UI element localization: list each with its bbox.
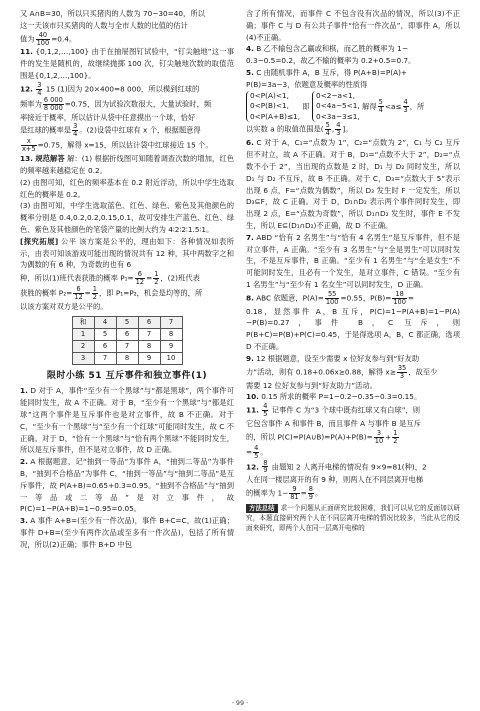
method-summary-tag: 方法总结 bbox=[246, 504, 278, 513]
denominator: 12 bbox=[135, 278, 145, 287]
text: 值为 bbox=[20, 34, 35, 44]
left-top-line-1: 又 A∩B=30，所以只买猪肉的人数为 70−30=40，所以 bbox=[20, 9, 205, 18]
text: ，故至少 bbox=[408, 367, 438, 377]
explore-extension bbox=[20, 236, 234, 271]
table-cell: 7 bbox=[160, 316, 182, 328]
answer-13-part-2: (2) 由图可知，红色的频率基本在 0.2 附近浮动，所以中学生选取红色的概率是 0.2。 bbox=[20, 177, 234, 199]
answer-text: C 对于 A，C₁=“点数为 1”，C₂=“点数为 2”，C₁ 与 C₂ 互斥但不对立，故 A 不正确。对于 B，D₁=“点数不大于 2”，D₂=“点数不小于 2”，当出现的点数是 2 时，D₁ 与 D₂ 同时发生，所以 D₁ 与 D₂ 不互斥，故 B 不正确。对于 C，D₃=“点数大于 5”表示出现 6 点，F=“点数为偶数”，所以 D₃ 发生时 F 一定发生，所以 D₃⊆F，故 C 正确。对于 D，D₁∩D₂ 表示两个事件同时发生，即出现 2 点，E=“点数为奇数”，所以 D₁∩D₂ 发生时，事件 E 不发生，所以 E⊆(D₁∩D₂)不正确，故 D 不正确。 bbox=[246, 138, 460, 230]
table-cell: 6 bbox=[138, 316, 160, 328]
inequality: 0<P(B)<1, bbox=[250, 101, 289, 111]
denominator: 9 bbox=[263, 466, 268, 475]
bracket: ( bbox=[320, 124, 324, 134]
text: 获胜的概率 P₂= bbox=[20, 288, 73, 298]
answer-1 bbox=[20, 385, 234, 456]
text: 是红球的概率是 bbox=[20, 125, 72, 135]
numerator: 3 bbox=[374, 430, 384, 438]
answer-13 bbox=[20, 153, 234, 177]
table-cell: 5 bbox=[94, 328, 116, 340]
answer-2 bbox=[20, 456, 234, 515]
table-row bbox=[72, 352, 182, 364]
denominator: 8 000 bbox=[43, 103, 63, 112]
answer-text: 12 根据题意，设至少需要 x 位好友参与到“好友助 bbox=[256, 353, 420, 363]
answer-11-line-d bbox=[246, 445, 460, 460]
question-number: 5. bbox=[246, 68, 254, 78]
fraction bbox=[253, 445, 259, 460]
answer-4-line-b: 0.3−0.5=0.2，故乙不输的概率为 0.2+0.5=0.7。 bbox=[246, 56, 416, 66]
answer-11-line-b: 它包含事件 A 和事件 B，而且事件 A 与事件 B 是互斥 bbox=[246, 419, 421, 429]
text: 频率为 bbox=[20, 99, 42, 109]
page-number: · 99 · bbox=[231, 699, 249, 707]
table-cell: 8 bbox=[138, 340, 160, 352]
denominator: 3 bbox=[399, 371, 405, 380]
answer-12-right-line-c bbox=[246, 486, 460, 501]
text: <a≤ bbox=[384, 101, 402, 111]
inequality: 0<P(A)<1, bbox=[250, 90, 289, 100]
sum-table bbox=[72, 316, 183, 365]
text: =0.75，解得 x=15，所以估计袋中红球接近 15 个。 bbox=[37, 140, 213, 150]
bracket: ] bbox=[342, 124, 346, 134]
table-row bbox=[72, 328, 182, 340]
text: =0.4。 bbox=[51, 34, 77, 44]
text: ，即 P₁=P₂，机会是均等的，所 bbox=[98, 288, 203, 298]
answer-7 bbox=[246, 232, 460, 291]
fraction bbox=[392, 291, 407, 306]
answer-9-line-b bbox=[246, 365, 460, 380]
denominator: 4 bbox=[325, 129, 330, 138]
answer-4 bbox=[246, 43, 460, 55]
fraction bbox=[403, 99, 409, 114]
numerator: 8 bbox=[263, 458, 268, 467]
denominator: 100 bbox=[36, 38, 50, 47]
denominator: 100 bbox=[325, 297, 339, 306]
section-title: 限时小练 51 互斥事件和独立事件(1) bbox=[46, 370, 208, 381]
fraction bbox=[262, 403, 268, 418]
text: , bbox=[331, 124, 335, 134]
table-cell: 7 bbox=[94, 352, 116, 364]
fraction bbox=[325, 291, 340, 306]
numerator: 4 bbox=[263, 402, 268, 411]
numerator: 1 bbox=[393, 428, 398, 437]
text: = bbox=[300, 488, 307, 498]
answer-5-system bbox=[246, 91, 460, 123]
question-number: 11. bbox=[20, 47, 33, 57]
method-summary bbox=[246, 503, 460, 534]
explore-line-d: 以该方案对双方是公平的。 bbox=[20, 301, 108, 311]
explore-tag: [探究拓展] bbox=[20, 236, 59, 246]
text: + bbox=[385, 432, 392, 442]
text: =0.55，P(B)= bbox=[340, 293, 392, 303]
numerator: x bbox=[21, 138, 37, 146]
answer-5-line-b: P(B)=3a−3，依题意及概率的性质得 bbox=[246, 79, 368, 89]
explore-line-b bbox=[20, 271, 234, 286]
numerator: 35 bbox=[397, 363, 407, 372]
denominator: 5 bbox=[254, 451, 259, 460]
question-number: 10. bbox=[246, 392, 259, 402]
denominator: 4 bbox=[73, 130, 78, 139]
answer-12-line-c: 率接近于概率，所以估计从袋中任意摸出一个球，恰好 bbox=[20, 112, 196, 122]
table-cell: 3 bbox=[72, 352, 94, 364]
fraction bbox=[289, 486, 299, 501]
answer-text: {0,1,2,…,100} 由于在抽屉图钉试验中，“钉尖触地”这一事件的发生是随机的，故继续抛掷 100 次，钉尖触地次数的取值范围是{0,1,2,…,100}。 bbox=[20, 47, 235, 81]
explore-text: 公平 该方案是公平的，理由如下：各种情况如表所示，由表可知该游戏可能出现的情况共有 12 种，其中两数字之和为偶数的有 6 种，为奇数的也有 6 bbox=[20, 236, 234, 270]
fraction bbox=[21, 138, 37, 153]
method-summary-text: 求一个问题从正面研究比较困难，我们可以从它的反面加以研究，本题直接研究两个人在不同层离开电梯的情况比较多，当此从它的反面来研究，即两个人在同一层离开电梯的 bbox=[246, 504, 460, 533]
numerator: 55 bbox=[325, 291, 340, 299]
answer-5 bbox=[246, 67, 460, 79]
numerator: 4 bbox=[336, 121, 341, 130]
table-cell: 2 bbox=[72, 340, 94, 352]
fraction bbox=[378, 99, 384, 114]
question-number: 9. bbox=[246, 353, 254, 363]
numerator: 1 bbox=[154, 270, 159, 279]
question-number: 1. bbox=[20, 386, 28, 396]
answer-text: D 对于 A，事件“至少有一个黑球”与“都是黑球”，两个事件可能同时发生，故 A 不正确。对于 B，“至少有一个黑球”与“都是红球”这两个事件是互斥事件也是对立事件，故 B 不正确。对于 C，“至少有一个黑球”与“至少有一个红球”可能同时发生，故 C 不正确。对于 D，“恰有一个黑球”与“恰有两个黑球”不能同时发生，所以是互斥事件，但不是对立事件，故 D 正确。 bbox=[20, 386, 234, 455]
denominator: 12 bbox=[74, 292, 83, 301]
answer-11 bbox=[20, 46, 234, 81]
inequality-system bbox=[312, 91, 360, 123]
table-cell: 7 bbox=[138, 328, 160, 340]
fraction bbox=[36, 32, 51, 47]
question-number: 3. bbox=[20, 516, 28, 526]
numerator: 9 bbox=[289, 486, 299, 494]
inequality-system bbox=[246, 91, 300, 123]
text: 。 bbox=[260, 447, 268, 457]
right-column bbox=[246, 8, 460, 551]
answer-11-line-c bbox=[246, 430, 460, 445]
denominator: 4 bbox=[378, 106, 383, 115]
left-top-line-2: 这一天该市只买猪肉的人数与全市人数的比值的估计 bbox=[20, 20, 188, 30]
denominator: 4 bbox=[37, 88, 42, 97]
answer-3-continued: 含了所有情况，而事件 C 不包含没有次品的情况，所以(3)不正确；事件 C 与 D 有公共子事件“恰有一件次品”，即事件 A，所以(4)不正确。 bbox=[246, 9, 460, 42]
denominator: 3 bbox=[403, 106, 408, 115]
text: 的概率为 1− bbox=[246, 488, 289, 498]
table-cell: 1 bbox=[72, 328, 94, 340]
answer-text: A 根据题意，记“抽到一等品”为事件 A，“抽到二等品”为事件 B，“抽到不合格品”为事件 C，“抽到一等品”与“抽到二等品”是互斥事件，故 P(A+B)=0.65+0.3=0.95。“抽到不合格品”与“抽到一等品或二等品”是对立事件，故 P(C)=1−P(A+B)=1−0.95=0.05。 bbox=[20, 457, 234, 514]
text: 以实数 a 的取值范围是 bbox=[246, 124, 321, 134]
inequality: 0<3a−3≤1, bbox=[316, 111, 360, 121]
fraction bbox=[325, 122, 331, 137]
table-cell: 5 bbox=[116, 316, 138, 328]
fraction bbox=[92, 286, 98, 301]
denominator: 2 bbox=[393, 436, 398, 445]
text: 。 bbox=[314, 488, 323, 498]
answer-6 bbox=[246, 137, 460, 232]
answer-10 bbox=[246, 391, 460, 403]
answer-12-right-line-b: 人在同一楼层离开的有 9 种，则两人在不同层离开电梯 bbox=[246, 475, 424, 485]
table-cell: 9 bbox=[160, 340, 182, 352]
text: ，所 bbox=[409, 101, 425, 111]
text: ABC 依题意，P(A)= bbox=[256, 293, 324, 303]
inequality: 0<P(A+B)≤1, bbox=[250, 111, 301, 121]
denominator: x+5 bbox=[22, 145, 36, 154]
fraction bbox=[73, 286, 83, 301]
denominator: 81 bbox=[290, 493, 299, 502]
fraction bbox=[374, 430, 384, 445]
numerator: 1 bbox=[92, 285, 97, 294]
answer-9 bbox=[246, 353, 460, 365]
text: =0.75，因为试验次数很大，大量试验时，频 bbox=[64, 99, 212, 109]
answer-12-line-d bbox=[20, 123, 234, 138]
left-column bbox=[20, 8, 234, 551]
denominator: 3 bbox=[336, 129, 341, 138]
fraction bbox=[72, 123, 78, 138]
answer-text: 由题知 2 人离开电梯的情况有 9×9=81(种)，2 bbox=[269, 461, 427, 471]
text: = bbox=[246, 447, 253, 457]
answer-text: A 事件 A+B=(至少有一件次品)，事件 B+C=C，故(1)正确；事件 D+B=(至少有两件次品或至多有一件次品)，包括了所有情况，所以(2)正确；事件 B+D 中包 bbox=[20, 516, 234, 549]
question-number: 11. bbox=[246, 405, 259, 415]
fraction bbox=[36, 82, 42, 97]
question-number: 7. bbox=[246, 232, 254, 242]
text: = bbox=[407, 293, 415, 303]
text: 即 bbox=[302, 101, 310, 111]
answer-8-line-b: 0.18，显然事件 A，B 互斥，P(C)=1−P(A+B)=1−P(A)−P(B)=0.27，事件 B，C 互斥，则 P(B+C)=P(B)+P(C)=0.45，于是得选项 A，B，C 都正确，选项 D 不正确。 bbox=[246, 306, 460, 352]
table-cell: 7 bbox=[116, 340, 138, 352]
numerator: 4 bbox=[403, 98, 408, 107]
denominator: 5 bbox=[263, 410, 268, 419]
numerator: 6 bbox=[73, 286, 83, 294]
numerator: 6 000 bbox=[43, 95, 63, 104]
numerator: 8 bbox=[308, 485, 313, 494]
answer-text: 15 (1)因为 20×400=8 000，所以模到红球的 bbox=[45, 84, 200, 94]
question-number: 6. bbox=[246, 138, 254, 148]
question-number: 13. bbox=[20, 154, 33, 164]
numerator: 40 bbox=[36, 32, 51, 40]
text: ，(2)班代表 bbox=[160, 273, 200, 283]
table-cell: 6 bbox=[94, 340, 116, 352]
question-number: 12. bbox=[246, 461, 259, 471]
table-cell: 6 bbox=[116, 328, 138, 340]
text: = bbox=[84, 288, 91, 298]
table-cell: 4 bbox=[94, 316, 116, 328]
standard-answer-tag: 规范解答 bbox=[35, 154, 65, 164]
denominator: 2 bbox=[154, 278, 159, 287]
numerator: 4 bbox=[254, 443, 259, 452]
answer-text: 解：(1) 根据折线图可知随着调查次数的增加，红色的频率越来越稳定在 0.2。 bbox=[20, 154, 234, 175]
table-cell: 8 bbox=[116, 352, 138, 364]
table-cell: 10 bbox=[160, 352, 182, 364]
answer-text: 0.15 所求的概率 P=1−0.2−0.35−0.3=0.15。 bbox=[261, 392, 422, 402]
fraction bbox=[397, 365, 407, 380]
fraction bbox=[135, 271, 145, 286]
numerator: 5 bbox=[325, 121, 330, 130]
answer-9-line-c: 需要 12 位好友参与到“好友助力”活动。 bbox=[246, 380, 377, 390]
fraction bbox=[392, 430, 398, 445]
fraction bbox=[308, 486, 314, 501]
fraction bbox=[43, 97, 64, 112]
fraction bbox=[262, 460, 268, 475]
numerator: 6 bbox=[135, 271, 145, 279]
answer-text: 记事件 C 为“3 个球中既有红球又有白球”，则 bbox=[269, 405, 421, 415]
text: = bbox=[146, 273, 153, 283]
answer-text: ABD “恰有 2 名男生”与“恰有 4 名男生”是互斥事件，但不是对立事件，A 正确。“至少有 3 名男生”与“全是男生”可以同时发生，不是互斥事件，B 正确。“至少有 1 名男生”与“全是女生”不可能同时发生，且必有一个发生，是对立事件，C 错误。“至少有 1 名男生”与“至少有 1 名女生”可以同时发生，D 正确。 bbox=[246, 232, 460, 290]
answer-12-right bbox=[246, 460, 460, 475]
numerator: 18 bbox=[392, 291, 407, 299]
answer-3 bbox=[20, 515, 234, 550]
denominator: 9 bbox=[308, 493, 313, 502]
question-number: 12. bbox=[20, 84, 33, 94]
question-number: 4. bbox=[246, 44, 254, 54]
answer-12 bbox=[20, 82, 234, 97]
inequality: 0<2−a<1, bbox=[316, 90, 356, 100]
table-cell: 9 bbox=[138, 352, 160, 364]
table-cell: 8 bbox=[160, 328, 182, 340]
question-number: 2. bbox=[20, 457, 28, 467]
left-value-line bbox=[20, 32, 234, 47]
table-row bbox=[72, 340, 182, 352]
answer-12-line-e bbox=[20, 138, 234, 153]
table-cell: 和 bbox=[72, 316, 94, 328]
text: 力”活动，则有 0.18+0.06x≥0.88，解得 x≥ bbox=[246, 367, 396, 377]
question-number: 8. bbox=[246, 293, 254, 303]
answer-5-line-c bbox=[246, 122, 460, 137]
denominator: 100 bbox=[393, 297, 406, 306]
numerator: 3 bbox=[37, 80, 42, 89]
text: 。(2)设袋中红球有 x 个，根据题意得 bbox=[79, 125, 201, 135]
answer-text: C 由随机事件 A，B 互斥，得 P(A+B)=P(A)+ bbox=[256, 68, 408, 78]
denominator: 10 bbox=[374, 436, 384, 445]
text: 解得 bbox=[362, 101, 377, 111]
numerator: 5 bbox=[378, 98, 383, 107]
fraction bbox=[335, 122, 341, 137]
text: 。 bbox=[345, 124, 353, 134]
answer-text: B 乙不输包含乙赢或和棋，而乙胜的概率为 1− bbox=[256, 44, 408, 54]
answer-13-part-3: (3) 由图可知，中学生选取蓝色、红色、绿色、紫色及其他颜色的概率分别是 0.4,0.2,0.2,0.15,0.1，故可安排生产蓝色、红色、绿色、紫色及其他颜色的笔袋产量的比例大约为 4∶2∶2∶1.5∶1。 bbox=[20, 201, 234, 234]
explore-line-c bbox=[20, 286, 234, 301]
text: 种，所以(1)班代表获胜的概率 P₁= bbox=[20, 273, 134, 283]
denominator: 2 bbox=[92, 292, 97, 301]
answer-8 bbox=[246, 291, 460, 306]
table-header-row bbox=[72, 316, 182, 328]
numerator: 3 bbox=[73, 122, 78, 131]
fraction bbox=[153, 271, 159, 286]
inequality: 0<4a−5<1, bbox=[316, 101, 360, 111]
text: 的，所以 P(C)=P(A∪B)=P(A)+P(B)= bbox=[246, 432, 373, 442]
answer-12-line-b bbox=[20, 97, 234, 112]
answer-11-right bbox=[246, 403, 460, 418]
